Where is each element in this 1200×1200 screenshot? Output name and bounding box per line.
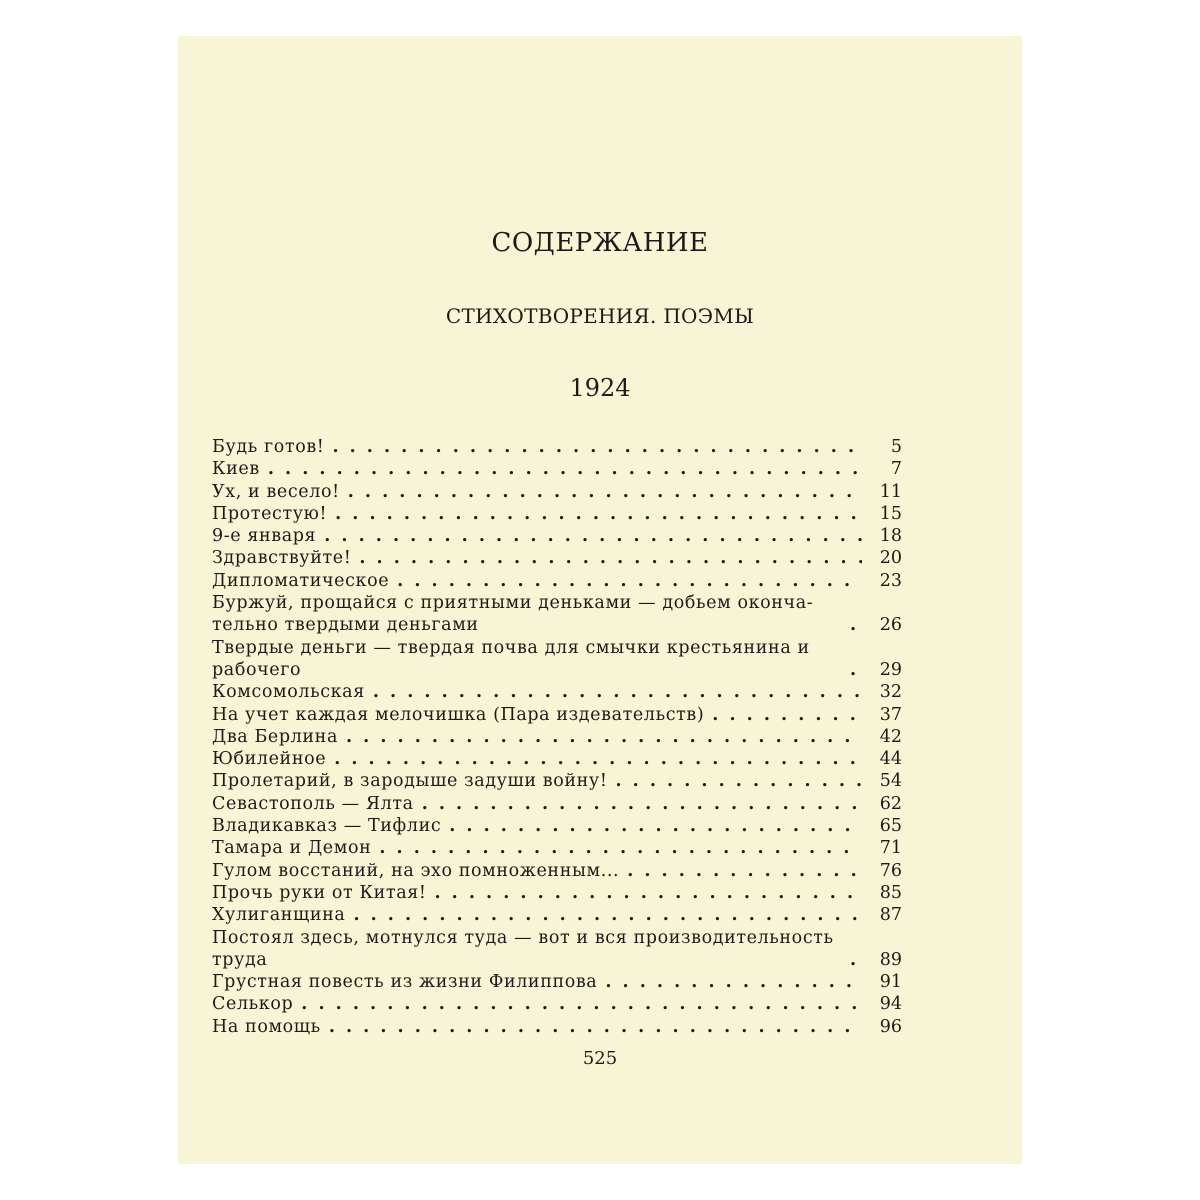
toc-entry-page: 7 xyxy=(890,459,902,480)
dot-leader xyxy=(345,904,862,926)
dot-leader xyxy=(326,748,862,770)
dot-leader xyxy=(842,614,862,636)
toc-entry-title: Будь готов! xyxy=(212,437,325,457)
toc-entry xyxy=(212,837,902,859)
dot-leader xyxy=(427,882,863,904)
dot-leader xyxy=(324,436,862,458)
toc-entry xyxy=(212,436,902,458)
toc-entry xyxy=(212,592,902,637)
dot-leader xyxy=(260,458,862,480)
toc-entry-title: Тамара и Демон xyxy=(212,838,372,859)
toc-entry-page: 20 xyxy=(879,548,902,569)
toc-entry-title: Постоял здесь, мотнулся туда — вот и вся производительность труда xyxy=(212,927,834,970)
dot-leader xyxy=(704,704,862,726)
dot-leader xyxy=(842,949,862,971)
toc-entry xyxy=(212,860,902,882)
toc-entry-page: 65 xyxy=(879,816,902,837)
page-number: 525 xyxy=(582,1048,618,1069)
dot-leader xyxy=(371,837,862,859)
dot-leader xyxy=(619,860,862,882)
dot-leader xyxy=(414,793,862,815)
toc-entry xyxy=(212,481,902,503)
toc-entry xyxy=(212,971,902,993)
section-title: СТИХОТВОРЕНИЯ. ПОЭМЫ xyxy=(445,304,755,328)
book-page xyxy=(178,36,1022,1164)
toc-entry-title: Гулом восстаний, на эхо помноженным... xyxy=(212,860,620,881)
toc-entry xyxy=(212,927,902,972)
toc-entry xyxy=(212,1016,902,1038)
dot-leader xyxy=(327,503,862,525)
toc-entry-page: 5 xyxy=(890,437,902,457)
dot-leader xyxy=(321,1016,862,1038)
dot-leader xyxy=(340,481,862,503)
toc-entry-title: Комсомольская xyxy=(212,682,365,703)
toc-entry-title: На учет каждая мелочишка (Пара издевательств) xyxy=(212,704,705,725)
toc-entry-page: 29 xyxy=(879,659,902,680)
toc-entry-page: 62 xyxy=(879,793,902,814)
toc-entry-title: Юбилейное xyxy=(212,749,327,770)
toc-entry-title: Пролетарий, в зародыше задуши войну! xyxy=(212,771,608,792)
dot-leader xyxy=(842,659,862,681)
toc-entry-page: 26 xyxy=(879,615,902,636)
toc-entry-title: Два Берлина xyxy=(212,726,338,747)
table-of-contents xyxy=(212,436,902,1038)
toc-entry-title: На помощь xyxy=(212,1016,321,1037)
toc-entry-page: 11 xyxy=(879,481,902,502)
toc-entry xyxy=(212,904,902,926)
toc-entry xyxy=(212,570,902,592)
toc-entry-title: Ух, и весело! xyxy=(212,481,340,502)
toc-entry xyxy=(212,793,902,815)
toc-entry xyxy=(212,993,902,1015)
toc-entry-page: 15 xyxy=(879,503,902,524)
toc-entry-title: Прочь руки от Китая! xyxy=(212,882,427,903)
toc-entry xyxy=(212,503,902,525)
toc-entry-page: 32 xyxy=(879,682,902,703)
toc-entry-page: 23 xyxy=(879,570,902,591)
toc-entry-title: Дипломатическое xyxy=(212,570,390,591)
dot-leader xyxy=(607,770,862,792)
toc-entry xyxy=(212,681,902,703)
toc-entry xyxy=(212,770,902,792)
toc-entry xyxy=(212,637,902,682)
toc-entry xyxy=(212,726,902,748)
toc-entry-page: 71 xyxy=(879,838,902,859)
toc-entry xyxy=(212,815,902,837)
toc-entry-title: Протестую! xyxy=(212,503,328,524)
contents-title: СОДЕРЖАНИЕ xyxy=(491,228,709,258)
dot-leader xyxy=(316,525,862,547)
toc-entry-page: 76 xyxy=(879,860,902,881)
toc-entry-title: 9-е января xyxy=(212,526,317,547)
toc-entry xyxy=(212,525,902,547)
dot-leader xyxy=(389,570,862,592)
toc-entry-page: 87 xyxy=(879,905,902,926)
toc-entry-title: Хулиганщина xyxy=(212,905,346,926)
toc-entry-page: 37 xyxy=(879,704,902,725)
toc-entry-title: Селькор xyxy=(212,994,294,1015)
dot-leader xyxy=(597,971,862,993)
toc-entry-page: 91 xyxy=(879,972,902,993)
dot-leader xyxy=(338,726,862,748)
toc-entry xyxy=(212,882,902,904)
dot-leader xyxy=(365,681,862,703)
toc-entry xyxy=(212,704,902,726)
toc-entry-title: Грустная повесть из жизни Филиппова xyxy=(212,972,598,993)
dot-leader xyxy=(293,993,862,1015)
toc-entry-page: 44 xyxy=(879,749,902,770)
year-heading: 1924 xyxy=(569,374,631,402)
toc-entry xyxy=(212,547,902,569)
toc-entry-title: Севастополь — Ялта xyxy=(212,793,414,814)
dot-leader xyxy=(351,547,862,569)
toc-entry-title: Буржуй, прощайся с приятными деньками — добьем окончательно твердыми деньгами xyxy=(212,593,813,636)
toc-entry-page: 85 xyxy=(879,882,902,903)
toc-entry-title: Здравствуйте! xyxy=(212,548,352,569)
toc-entry-page: 94 xyxy=(879,994,902,1015)
toc-entry xyxy=(212,458,902,480)
dot-leader xyxy=(441,815,862,837)
toc-entry-title: Киев xyxy=(212,459,260,480)
toc-entry-page: 18 xyxy=(879,526,902,547)
toc-entry-page: 89 xyxy=(879,949,902,970)
toc-entry-page: 42 xyxy=(879,726,902,747)
toc-entry-page: 54 xyxy=(879,771,902,792)
toc-entry xyxy=(212,748,902,770)
toc-entry-page: 96 xyxy=(879,1016,902,1037)
toc-entry-title: Твердые деньги — твердая почва для смычки крестьянина и рабочего xyxy=(212,637,810,680)
toc-entry-title: Владикавказ — Тифлис xyxy=(212,816,442,837)
